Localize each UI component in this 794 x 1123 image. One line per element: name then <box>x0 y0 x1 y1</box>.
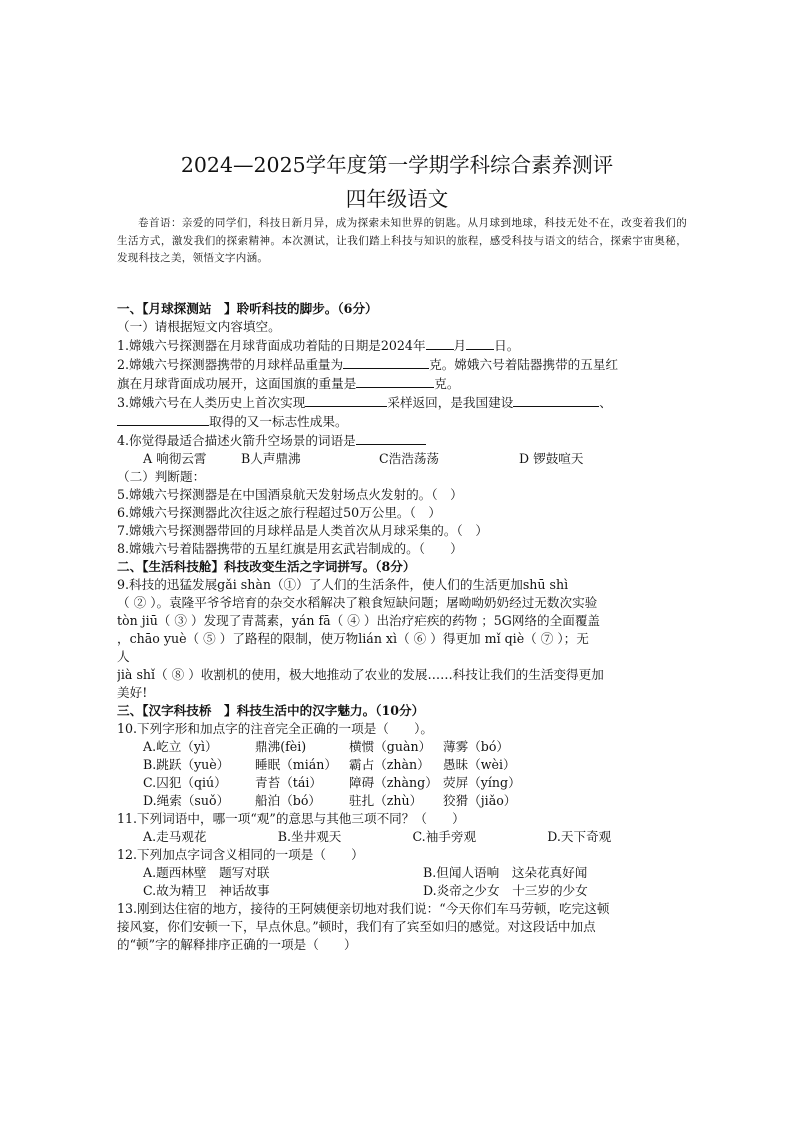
option-c[interactable]: C浩浩荡荡 <box>379 451 440 466</box>
answer-blank[interactable] <box>356 431 426 445</box>
foreword: 卷首语：亲爱的同学们，科技日新月异，成为探索未知世界的钥匙。从月球到地球，科技无处不在，改变着我们的生活方式，激发我们的探索精神。本次测试，让我们踏上科技与知识的旅程，感受科技与语文的结合，探索宇宙奥秘，发现科技之美，领悟文字内涵。 <box>117 217 687 264</box>
question-10-row-b: B.跳跃（yuè） 睡眠（mián） 霸占（zhàn） 愚昧（wèi） <box>143 757 516 772</box>
question-3-line-2: 取得的又一标志性成果。 <box>117 412 682 431</box>
question-9-line-4: ，chāo yuè（ ⑤ ）了路程的限制，使万物lián xì（ ⑥ ）得更加 mǐ qiè（ ⑦ ）；无 <box>117 631 589 646</box>
option-a[interactable]: A 响彻云霄 <box>143 451 207 466</box>
section-1-sub-2: （二）判断题： <box>117 469 206 484</box>
exam-title: 2024—2025学年度第一学期学科综合素养测评 <box>180 153 614 177</box>
question-9-line-6: jià shǐ（ ⑧ ）收割机的使用，极大地推动了农业的发展……科技让我们的生活变得更加 <box>117 667 604 682</box>
question-10-row-c: C.囚犯（qiú） 青苔（tái） 障碍（zhàng） 荧屏（yíng） <box>143 775 521 790</box>
question-9-line-5: 人 <box>117 649 130 664</box>
question-10: 10.下列字形和加点字的注音完全正确的一项是（ ）。 <box>117 721 433 736</box>
question-13-line-1: 13.刚到达住宿的地方，接待的王阿姨便亲切地对我们说：“今天你们车马劳顿，吃完这顿 <box>117 901 610 916</box>
question-4: 4.你觉得最适合描述火箭升空场景的词语是 <box>117 431 682 450</box>
question-12-row-2 <box>117 882 682 900</box>
option-a[interactable]: A.题西林壁 题写对联 <box>143 865 270 880</box>
exam-body <box>117 300 682 954</box>
question-8: 8.嫦娥六号着陆器携带的五星红旗是用玄武岩制成的。（ ） <box>117 541 463 556</box>
section-1-sub-1: （一）请根据短文内容填空。 <box>117 319 281 334</box>
question-6: 6.嫦娥六号探测器此次往返之旅行程超过50万公里。（ ） <box>117 505 441 520</box>
question-9-line-3: tòn jiū（ ③ ）发现了青蒿素，yán fā（ ④ ）出治疗疟疾的药物 ；5G网络的全面覆盖 <box>117 613 601 628</box>
question-10-row-a: A.屹立（yì） 鼎沸(fèi) 横惯（guàn） 薄雾（bó） <box>143 739 510 754</box>
answer-blank[interactable] <box>513 393 599 407</box>
section-3-heading: 三、【汉字科技桥 】科技生活中的汉字魅力。（10分） <box>117 703 425 718</box>
question-5: 5.嫦娥六号探测器是在中国酒泉航天发射场点火发射的。（ ） <box>117 487 463 502</box>
answer-blank[interactable] <box>343 355 429 369</box>
question-4-options <box>117 450 682 468</box>
question-9-line-7: 美好! <box>117 685 148 700</box>
question-7: 7.嫦娥六号探测器带回的月球样品是人类首次从月球采集的。（ ） <box>117 523 488 538</box>
section-1-heading: 一、【月球探测站 】聆听科技的脚步。（6分） <box>117 301 378 316</box>
question-11-options <box>117 828 682 846</box>
question-9-line-2: （ ② ）。袁隆平爷爷培育的杂交水稻解决了粮食短缺问题；屠呦呦奶奶经过无数次实验 <box>117 595 598 610</box>
option-c[interactable]: C.袖手旁观 <box>412 829 477 844</box>
question-2-line-1: 2.嫦娥六号探测器携带的月球样品重量为 克。嫦娥六号着陆器携带的五星红 <box>117 357 619 372</box>
answer-blank[interactable] <box>426 336 454 350</box>
question-13-line-3: 的“顿”字的解释排序正确的一项是（ ） <box>117 937 357 952</box>
question-1: 1.嫦娥六号探测器在月球背面成功着陆的日期是2024年 月 日。 <box>117 338 520 353</box>
question-2-line-2: 旗在月球背面成功展开，这面国旗的重量是 克。 <box>117 376 460 391</box>
section-2-heading: 二、【生活科技舱】科技改变生活之字词拼写。（8分） <box>117 559 416 574</box>
option-d[interactable]: D.天下奇观 <box>547 829 612 844</box>
question-3-line-1: 3.嫦娥六号在人类历史上首次实现 采样返回，是我国建设 、 <box>117 395 612 410</box>
question-13-line-2: 接风宴，你们安顿一下，早点休息。”顿时，我们有了宾至如归的感觉。对这段话中加点 <box>117 919 596 934</box>
answer-blank[interactable] <box>305 393 387 407</box>
question-12: 12.下列加点字词含义相同的一项是（ ） <box>117 847 364 862</box>
option-d[interactable]: D 锣鼓喧天 <box>519 451 584 466</box>
option-b[interactable]: B.但闻人语响 这朵花真好闻 <box>423 865 588 880</box>
option-c[interactable]: C.故为精卫 神话故事 <box>143 883 270 898</box>
question-10-row-d: D.绳索（suǒ） 船泊（bó） 驻扎（zhù） 狡猾（jiǎo） <box>143 793 517 808</box>
question-12-row-1 <box>117 864 682 882</box>
answer-blank[interactable] <box>466 336 494 350</box>
option-a[interactable]: A.走马观花 <box>143 829 207 844</box>
option-d[interactable]: D.炎帝之少女 十三岁的少女 <box>423 883 588 898</box>
option-b[interactable]: B.坐井观天 <box>277 829 342 844</box>
question-9-line-1: 9.科技的迅猛发展gǎi shàn（①）了人们的生活条件，使人们的生活更加shū shì <box>117 577 569 592</box>
question-11: 11.下列词语中，哪一项“观”的意思与其他三项不同？（ ） <box>117 811 465 826</box>
exam-subtitle: 四年级语文 <box>345 187 449 211</box>
option-b[interactable]: B人声鼎沸 <box>241 451 301 466</box>
answer-blank[interactable] <box>356 374 434 388</box>
answer-blank[interactable] <box>117 412 209 426</box>
